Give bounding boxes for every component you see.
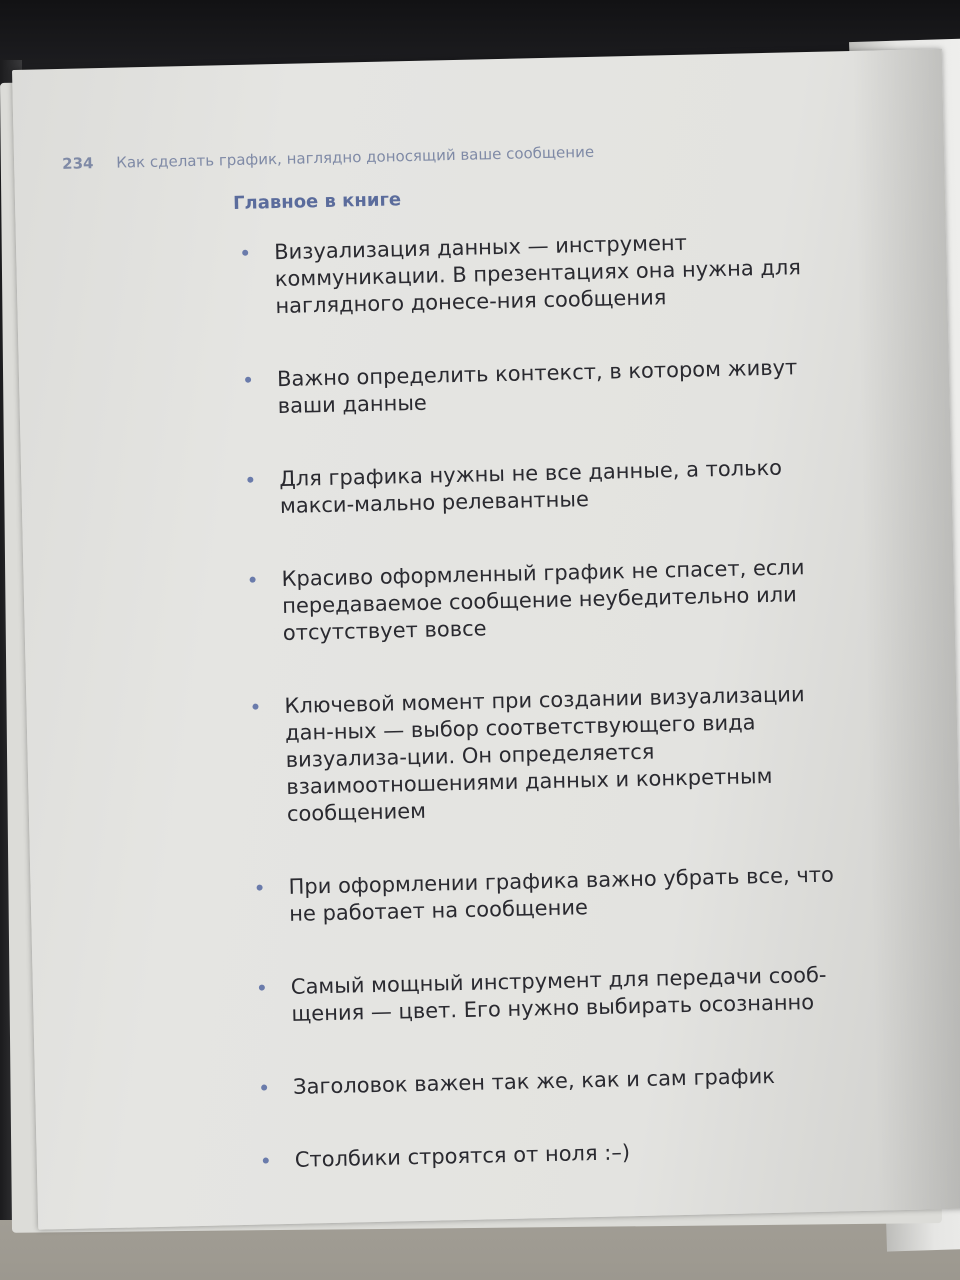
bullet-icon <box>245 377 251 383</box>
list-item-text: Ключевой момент при создании визуализации дан-ных — выбор соответствующего вида визуализа-ции. Он определяется взаимоотношениями данных и конкретным сообщением <box>284 682 805 826</box>
list-item-text: При оформлении графика важно убрать все, что не работает на сообщение <box>288 862 835 926</box>
bullet-icon <box>261 1084 267 1090</box>
key-points-list <box>234 226 865 1175</box>
list-item <box>248 861 859 929</box>
bullet-icon <box>252 704 258 710</box>
list-item-text: Важно определить контекст, в котором живут ваши данные <box>276 355 798 419</box>
bullet-icon <box>259 984 265 990</box>
bullet-icon <box>263 1157 269 1163</box>
page-content <box>233 179 866 1221</box>
list-item <box>237 353 848 421</box>
list-item <box>239 453 850 521</box>
section-title: Главное в книге <box>232 189 402 215</box>
page-number: 234 <box>61 154 94 173</box>
bullet-icon <box>250 577 256 583</box>
running-title: Как сделать график, наглядно доносящий ваше сообщение <box>116 142 595 172</box>
list-item-text: Визуализация данных — инструмент коммуникации. В презентациях она нужна для наглядного донесе-ния сообщения <box>273 230 802 319</box>
list-item <box>251 961 862 1029</box>
running-head <box>62 143 594 173</box>
list-item-text: Красиво оформленный график не спасет, если передаваемое сообщение неубедительно или отсутствует вовсе <box>281 555 805 645</box>
list-item-text: Заголовок важен так же, как и сам график <box>292 1063 776 1099</box>
list-item-text: Самый мощный инструмент для передачи сооб-щения — цвет. Его нужно выбирать осознанно <box>290 962 827 1026</box>
list-item <box>253 1061 863 1102</box>
list-item-text: Для графика нужны не все данные, а только макси-мально релевантные <box>279 455 783 519</box>
list-item <box>234 226 846 321</box>
gutter-shadow <box>852 49 960 1211</box>
bullet-icon <box>257 885 263 891</box>
bullet-icon <box>247 477 253 483</box>
book-page <box>12 49 960 1230</box>
list-item-text: Столбики строятся от ноля :–) <box>294 1140 631 1172</box>
list-item <box>244 680 857 829</box>
bullet-icon <box>242 250 248 256</box>
list-item <box>255 1134 865 1175</box>
list-item <box>241 553 853 648</box>
